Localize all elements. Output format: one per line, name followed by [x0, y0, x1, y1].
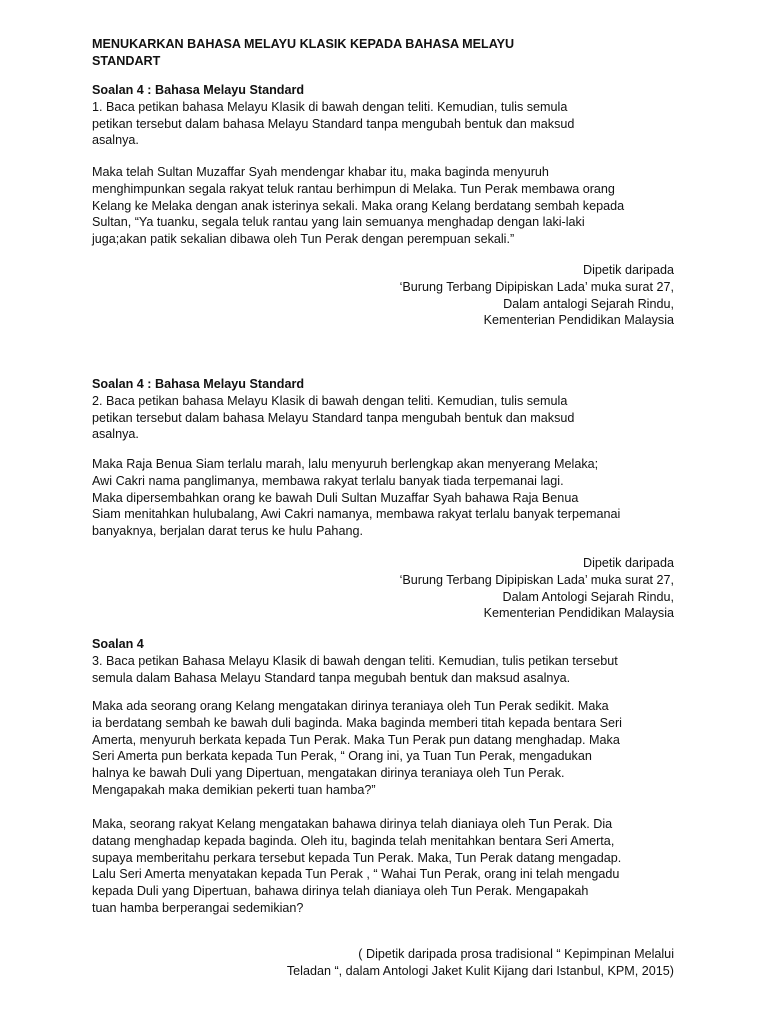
answer-line: supaya memberitahu perkara tersebut kepada Tun Perak. Maka, Tun Perak datang mengadap. — [92, 850, 622, 865]
instruction-line: petikan tersebut dalam bahasa Melayu Standard tanpa mengubah bentuk dan maksud — [92, 116, 575, 131]
answer-line: datang menghadap kepada baginda. Oleh itu, baginda telah menitahkan bentara Seri Amerta, — [92, 833, 615, 848]
question-2 — [92, 376, 682, 443]
question-3 — [92, 636, 682, 686]
passage-line: juga;akan patik sekalian dibawa oleh Tun Perak dengan perempuan sekali.” — [92, 232, 515, 247]
citation-line: Dipetik daripada — [582, 556, 674, 570]
passage-line: Amerta, menyuruh berkata kepada Tun Perak. Maka Tun Perak pun datang menghadap. Maka — [92, 732, 620, 747]
instruction-line: 3. Baca petikan Bahasa Melayu Klasik di bawah dengan teliti. Kemudian, tulis petikan tersebut — [92, 653, 618, 668]
instruction-line: asalnya. — [92, 133, 139, 148]
passage-line: Siam menitahkan hulubalang, Awi Cakri namanya, membawa rakyat terlalu banyak terpemanai — [92, 507, 621, 522]
passage-line: menghimpunkan segala rakyat teluk rantau berhimpun di Melaka. Tun Perak membawa orang — [92, 181, 615, 196]
passage-line: Maka ada seorang orang Kelang mengatakan dirinya teraniaya oleh Tun Perak sedikit. Maka — [92, 699, 609, 713]
passage-line: Maka dipersembahkan orang ke bawah Duli Sultan Muzaffar Syah bahawa Raja Benua — [92, 490, 579, 505]
question-heading: Soalan 4 — [92, 637, 144, 651]
passage-line: Kelang ke Melaka dengan anak isterinya sekali. Maka orang Kelang berdatang sembah kepada — [92, 198, 625, 213]
citation-line: ‘Burung Terbang Dipipiskan Lada’ muka surat 27, — [399, 572, 674, 587]
question-2-citation — [400, 555, 674, 622]
question-3-citation — [287, 946, 674, 980]
citation-line: Dipetik daripada — [582, 263, 674, 277]
passage-line: halnya ke bawah Duli yang Dipertuan, mengatakan dirinya teraniaya oleh Tun Perak. — [92, 766, 565, 781]
question-2-passage — [92, 456, 682, 540]
question-1 — [92, 82, 682, 149]
passage-line: Sultan, “Ya tuanku, segala teluk rantau yang lain semuanya menghadap dengan laki-laki — [92, 215, 585, 230]
passage-line: Seri Amerta pun berkata kepada Tun Perak, “ Orang ini, ya Tuan Tun Perak, mengadukan — [92, 749, 592, 764]
instruction-line: 2. Baca petikan bahasa Melayu Klasik di bawah dengan teliti. Kemudian, tulis semula — [92, 393, 568, 408]
passage-line: Maka telah Sultan Muzaffar Syah mendengar khabar itu, maka baginda menyuruh — [92, 165, 549, 179]
question-heading: Soalan 4 : Bahasa Melayu Standard — [92, 83, 305, 97]
answer-line: tuan hamba berperangai sedemikian? — [92, 900, 304, 915]
document-title — [92, 36, 682, 70]
question-3-answer — [92, 816, 682, 917]
answer-line: Lalu Seri Amerta menyatakan kepada Tun Perak , “ Wahai Tun Perak, orang ini telah mengadu — [92, 867, 620, 882]
passage-line: Maka Raja Benua Siam terlalu marah, lalu menyuruh berlengkap akan menyerang Melaka; — [92, 457, 599, 471]
citation-line: Dalam antalogi Sejarah Rindu, — [503, 296, 674, 311]
instruction-line: semula dalam Bahasa Melayu Standard tanpa megubah bentuk dan maksud asalnya. — [92, 670, 571, 685]
citation-line: ‘Burung Terbang Dipipiskan Lada’ muka surat 27, — [399, 279, 674, 294]
citation-line: ( Dipetik daripada prosa tradisional “ Kepimpinan Melalui — [358, 947, 674, 961]
question-3-passage — [92, 698, 682, 799]
answer-line: kepada Duli yang Dipertuan, bahawa dirinya telah dianiaya oleh Tun Perak. Mengapakah — [92, 884, 589, 899]
citation-line: Dalam Antologi Sejarah Rindu, — [502, 589, 674, 604]
instruction-line: asalnya. — [92, 427, 139, 442]
question-1-citation — [400, 262, 674, 329]
instruction-line: 1. Baca petikan bahasa Melayu Klasik di bawah dengan teliti. Kemudian, tulis semula — [92, 99, 568, 114]
passage-line: Mengapakah maka demikian pekerti tuan hamba?” — [92, 782, 376, 797]
citation-line: Kementerian Pendidikan Malaysia — [483, 313, 674, 328]
question-heading: Soalan 4 : Bahasa Melayu Standard — [92, 377, 305, 391]
title-line: MENUKARKAN BAHASA MELAYU KLASIK KEPADA BAHASA MELAYU — [92, 37, 515, 51]
passage-line: banyaknya, berjalan darat terus ke hulu Pahang. — [92, 524, 363, 539]
answer-line: Maka, seorang rakyat Kelang mengatakan bahawa dirinya telah dianiaya oleh Tun Perak. Dia — [92, 817, 613, 831]
title-line: STANDART — [92, 53, 161, 68]
passage-line: ia berdatang sembah ke bawah duli baginda. Maka baginda memberi titah kepada bentara Seri — [92, 715, 622, 730]
citation-line: Teladan “, dalam Antologi Jaket Kulit Kijang dari Istanbul, KPM, 2015) — [286, 963, 674, 978]
passage-line: Awi Cakri nama panglimanya, membawa rakyat terlalu banyak tiada terpemanai lagi. — [92, 473, 564, 488]
citation-line: Kementerian Pendidikan Malaysia — [483, 606, 674, 621]
question-1-passage — [92, 164, 682, 248]
instruction-line: petikan tersebut dalam bahasa Melayu Standard tanpa mengubah bentuk dan maksud — [92, 410, 575, 425]
